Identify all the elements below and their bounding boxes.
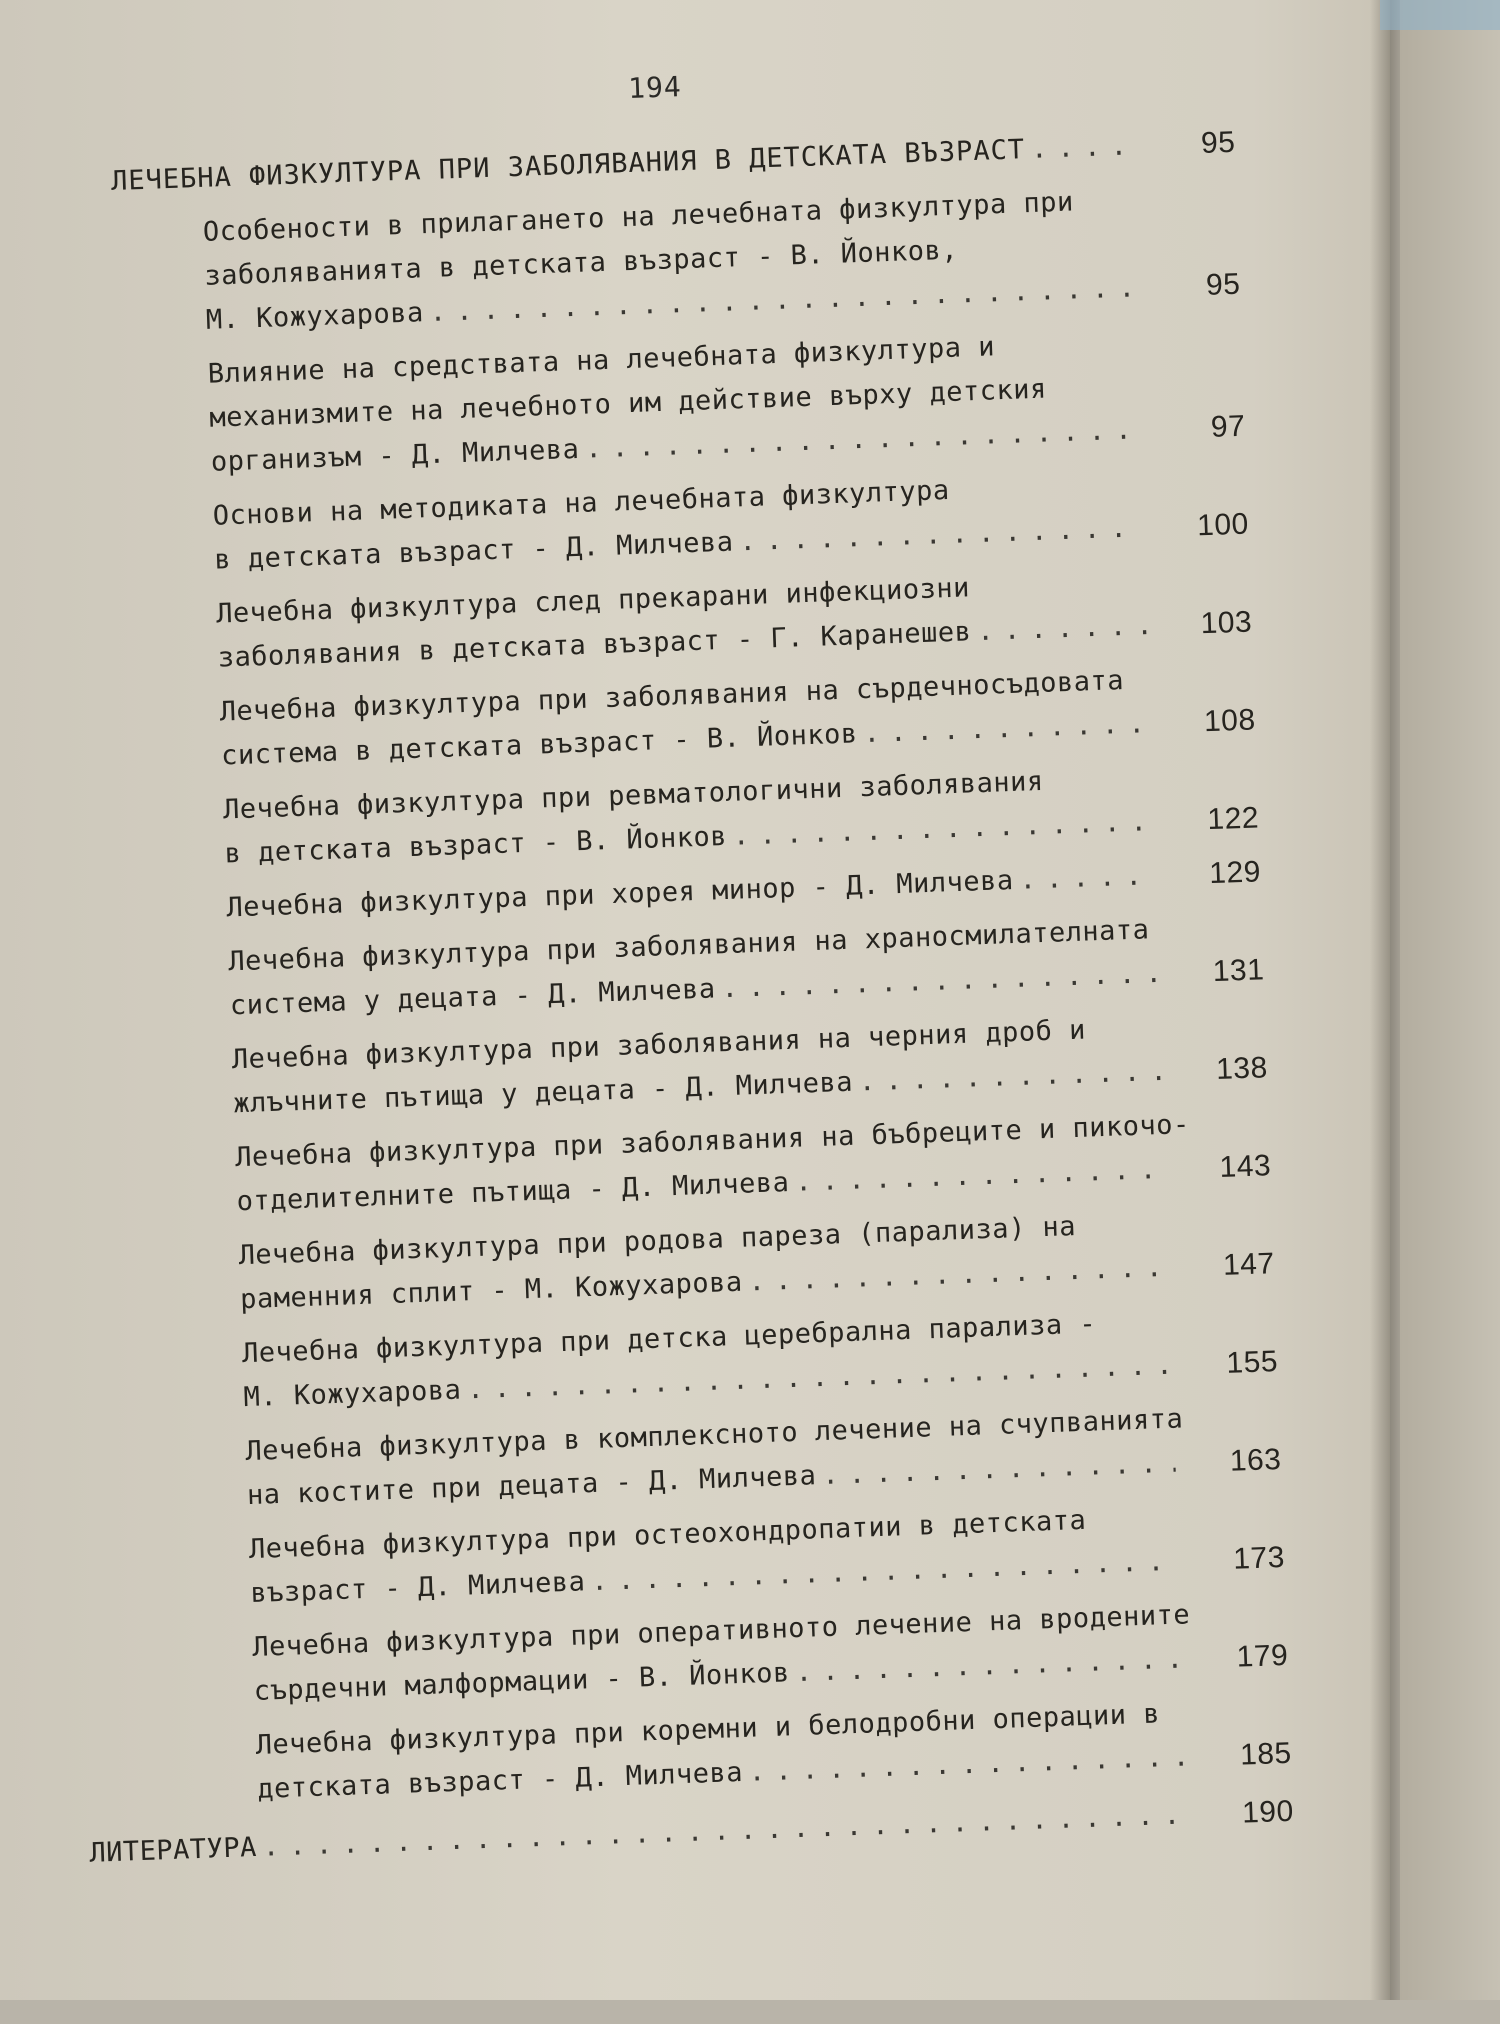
dot-leader [858,1050,1162,1105]
dot-leader [1030,125,1130,172]
page-ref: 100 [1196,507,1250,543]
entry-text: Лечебна физкултура при заболявания на сърдечносъдовата [219,665,1125,728]
dot-leader [1019,854,1156,903]
page-ref: 138 [1215,1051,1269,1087]
toc-entry [202,175,1241,343]
entry-text: Лечебна физкултура при заболявания на храносмилателната [227,914,1150,978]
entry-text: Лечебна физкултура при родова пареза (парализа) на [238,1211,1077,1272]
entry-text: Основи на методиката на лечебната физкултура [212,474,951,532]
entry-text: сърдечни малформации - В. Йонков [253,1657,791,1707]
entry-text: система у децата - Д. Милчева [229,973,717,1022]
entry-text: Лечебна физкултура в комплексното лечение на счупванията [244,1403,1184,1468]
entry-text: Лечебна физкултура след прекарани инфекциозни [215,572,971,630]
page-ref: 155 [1225,1345,1279,1380]
page-ref: 97 [1210,409,1246,444]
next-page-edge [1400,0,1500,2000]
entry-text: на костите при децата - Д. Милчева [246,1460,817,1512]
entry-text: Лечебна физкултура при оперативното лечение на вродените [251,1599,1191,1664]
entry-text: Лечебна физкултура при коремни и белодробни операции в [255,1698,1161,1761]
entry-text: Лечебна физкултура при заболявания на черния дроб и [231,1014,1087,1076]
entry-text: М. Кожухарова [205,297,425,336]
page-ref: 103 [1200,605,1253,641]
toc-entry [207,317,1246,485]
page-ref: 131 [1212,953,1265,989]
entry-text: заболявания в детската възраст - Г. Каранешев [217,616,972,674]
page-ref: 108 [1203,703,1257,739]
page-ref: 143 [1219,1149,1272,1184]
entry-text: в детската възраст - В. Йонков [224,820,728,870]
page-ref: 173 [1232,1540,1286,1576]
entry-text: възраст - Д. Милчева [249,1566,586,1610]
page-ref: 147 [1222,1247,1276,1282]
page-ref: 95 [1205,267,1241,302]
entry-text: заболяванията в детската възраст - В. Йонков, [203,234,959,292]
entry-text: ЛЕЧЕБНА ФИЗКУЛТУРА ПРИ ЗАБОЛЯВАНИЯ В ДЕТСКАТА ВЪЗРАСТ [110,134,1026,198]
background-corner [1380,0,1500,30]
entry-text: детската възраст - Д. Милчева [256,1756,744,1805]
entry-text: Лечебна физкултура при заболявания на бъбреците и пикочо- [234,1108,1191,1174]
page-number: 194 [627,70,683,105]
page-ref: 95 [1200,125,1236,160]
page-ref: 163 [1229,1442,1282,1478]
entry-text: организъм - Д. Милчева [210,433,580,478]
dot-leader [863,702,1151,756]
entry-text: отделителните пътища - Д. Милчева [236,1167,790,1218]
entry-text: Лечебна физкултура при хорея минор - Д. Милчева [225,864,1015,924]
entry-text: Особености в прилагането на лечебната физкултура при [202,186,1075,248]
entry-text: Влияние на средствата на лечебната физкултура и [207,331,996,390]
entry-text: Лечебна физкултура при ревматологични заболявания [222,765,1045,826]
entry-text: Лечебна физкултура при остеохондропатии в детската [248,1504,1087,1566]
entry-text: М. Кожухарова [243,1374,462,1414]
entry-text: система в детската възраст - В. Йонков [220,718,859,772]
page-ref: 185 [1239,1736,1293,1772]
page-ref: 179 [1236,1638,1289,1674]
entry-text: механизмите на лечебното им действие върху детския [208,373,1048,434]
entry-text: жлъчните пътища у децата - Д. Милчева [232,1066,854,1120]
entry-text: Лечебна физкултура при детска церебрална парализа - [241,1308,1097,1370]
entry-text: раменния сплит - М. Кожухарова [239,1266,744,1316]
page-ref: 122 [1206,801,1260,837]
page-ref: 129 [1208,855,1262,891]
page-ref: 190 [1241,1794,1295,1830]
dot-leader [977,604,1147,654]
entry-text: ЛИТЕРАТУРА [88,1831,258,1869]
entry-text: в детската възраст - Д. Милчева [213,526,735,576]
